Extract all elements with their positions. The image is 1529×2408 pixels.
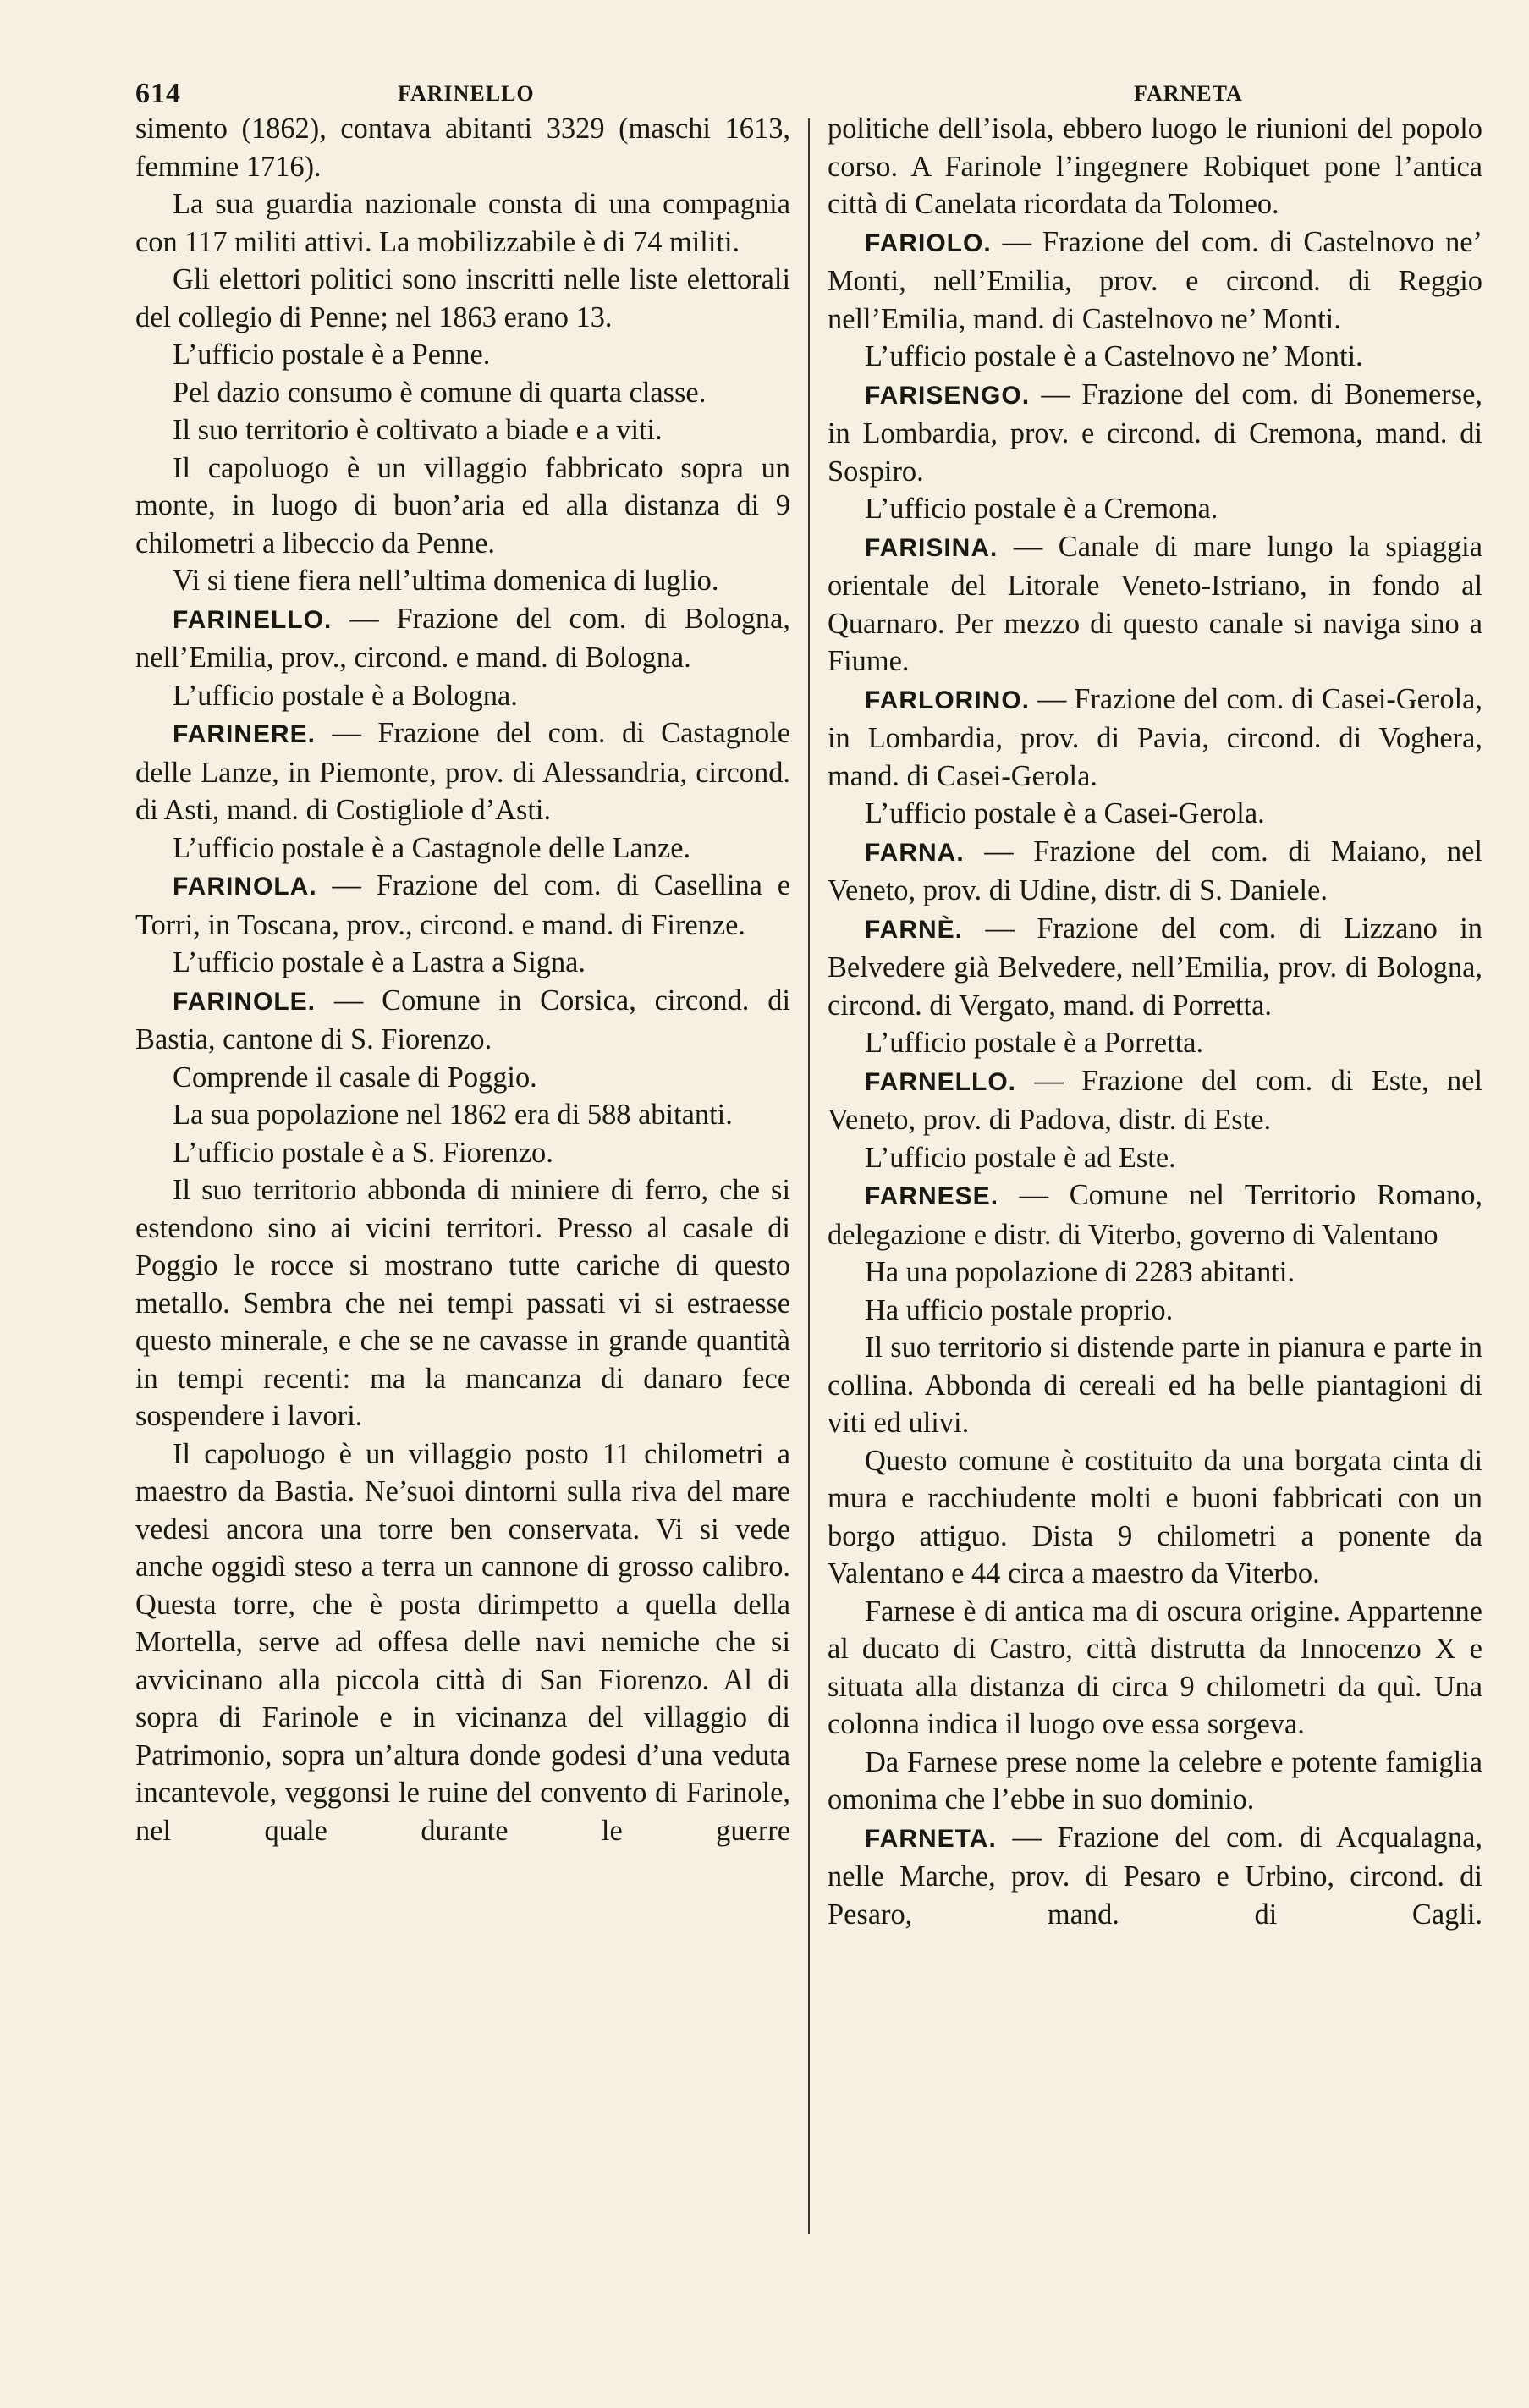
entry-headword: FARINOLA. [173, 873, 317, 901]
text-paragraph [135, 1096, 790, 1134]
entry-headword: FARINERE. [173, 720, 316, 748]
entry-headword: FARISENGO. [865, 381, 1031, 410]
page-number: 614 [135, 78, 181, 109]
entry-headword: FARINOLE. [173, 987, 316, 1016]
text-paragraph [135, 449, 790, 563]
entry-text: — Canale di mare lungo la spiaggia orientale del Litorale Veneto-Istriano, in fondo al Quarnaro. Per mezzo di questo canale si naviga sino a Fiume. [828, 530, 1482, 677]
entry-text: L’ufficio postale è a S. Fiorenzo. [173, 1136, 553, 1169]
entry-paragraph [828, 376, 1482, 491]
text-paragraph [135, 336, 790, 374]
entry-headword: FARISINA. [865, 533, 998, 562]
entry-text: simento (1862), contava abitanti 3329 (maschi 1613, femmine 1716). [135, 113, 790, 183]
entry-text: Gli elettori politici sono inscritti nelle liste elettorali del collegio di Penne; nel 1863 erano 13. [135, 263, 790, 333]
entry-text: — Frazione del com. di Casellina e Torri, in Toscana, prov., circond. e mand. di Firenze. [135, 869, 790, 941]
text-paragraph [135, 829, 790, 868]
text-paragraph [828, 490, 1482, 528]
text-paragraph [135, 1171, 790, 1435]
entry-text: Il capoluogo è un villaggio posto 11 chilometri a maestro da Bastia. Ne’suoi dintorni sulla riva del mare vedesi ancora una torre ben conservata. Vi si vede anche oggidì steso a terra un cannone di grosso calibro. Questa torre, che è posta dirimpetto a quella della Mortella, serve ad offesa delle navi nemiche che si avvicinano alla piccola città di San Fiorenzo. Al di sopra di Farinole e in vicinanza del villaggio di Patrimonio, sopra un’altura donde godesi d’una veduta incantevole, veggonsi le ruine del convento di Farinole, nel quale durante le guerre [135, 1437, 790, 1847]
entry-text: Il capoluogo è un villaggio fabbricato sopra un monte, in luogo di buon’aria ed alla distanza di 9 chilometri a libeccio da Penne. [135, 451, 790, 559]
entry-headword: FARIOLO. [865, 229, 992, 257]
entry-text: Il suo territorio si distende parte in pianura e parte in collina. Abbonda di cereali ed ha belle piantagioni di viti ed ulivi. [828, 1331, 1482, 1439]
entry-text: La sua guardia nazionale consta di una compagnia con 117 militi attivi. La mobilizzabile è di 74 militi. [135, 188, 790, 258]
entry-text: Ha una popolazione di 2283 abitanti. [865, 1256, 1295, 1288]
entry-paragraph [135, 982, 790, 1059]
text-paragraph [828, 1139, 1482, 1177]
text-paragraph [828, 338, 1482, 376]
entry-text: — Frazione del com. di Lizzano in Belvedere già Belvedere, nell’Emilia, prov. di Bologna, circond. di Vergato, mand. di Porretta. [828, 912, 1482, 1022]
entry-text: — Frazione del com. di Casei-Gerola, in Lombardia, prov. di Pavia, circond. di Voghera, mand. di Casei-Gerola. [828, 682, 1482, 792]
text-paragraph [135, 1059, 790, 1097]
entry-text: Il suo territorio abbonda di miniere di ferro, che si estendono sino ai vicini territori. Presso al casale di Poggio le rocce si mostrano tutte cariche di questo metallo. Sembra che nei tempi passati vi si estraesse questo minerale, e che se ne cavasse in grande quantità in tempi recenti: ma la mancanza di danaro fece sospendere i lavori. [135, 1174, 790, 1432]
entry-headword: FARINELLO. [173, 605, 333, 634]
entry-text: Questo comune è costituito da una borgata cinta di mura e racchiudente molti e buoni fabbricati con un borgo attiguo. Dista 9 chilometri a ponente da Valentano e 44 circa a maestro da Viterbo. [828, 1444, 1482, 1590]
entry-headword: FARNELLO. [865, 1067, 1016, 1096]
entry-paragraph [828, 1176, 1482, 1254]
entry-text: L’ufficio postale è a Porretta. [865, 1027, 1204, 1059]
text-paragraph [135, 185, 790, 261]
entry-text: L’ufficio postale è a Casei-Gerola. [865, 797, 1265, 829]
entry-paragraph [135, 714, 790, 829]
entry-paragraph [135, 867, 790, 944]
left-running-head: FARINELLO [398, 81, 535, 106]
entry-paragraph [828, 223, 1482, 339]
entry-text: Comprende il casale di Poggio. [173, 1061, 537, 1094]
entry-text: Il suo territorio è coltivato a biade e a viti. [173, 414, 663, 446]
text-paragraph [828, 795, 1482, 833]
entry-text: — Comune in Corsica, circond. di Bastia, cantone di S. Fiorenzo. [135, 984, 790, 1055]
entry-text: La sua popolazione nel 1862 era di 588 abitanti. [173, 1099, 733, 1131]
entry-text: L’ufficio postale è a Penne. [173, 339, 491, 371]
entry-text: Ha ufficio postale proprio. [865, 1293, 1174, 1326]
entry-text: — Comune nel Territorio Romano, delegazione e distr. di Viterbo, governo di Valentano [828, 1179, 1482, 1251]
text-paragraph [135, 677, 790, 715]
entry-headword: FARNÈ. [865, 915, 964, 944]
text-paragraph [828, 1024, 1482, 1062]
entry-text: — Frazione del com. di Este, nel Veneto, prov. di Padova, distr. di Este. [828, 1064, 1482, 1136]
right-column [828, 110, 1482, 1933]
left-column [135, 110, 790, 1849]
entry-text: — Frazione del com. di Acqualagna, nelle Marche, prov. di Pesaro e Urbino, circond. di Pesaro, mand. di Cagli. [828, 1821, 1482, 1931]
entry-headword: FARNETA. [865, 1824, 997, 1853]
text-paragraph [828, 1329, 1482, 1442]
text-paragraph [135, 944, 790, 982]
entry-text: L’ufficio postale è a Castelnovo ne’ Monti. [865, 340, 1363, 372]
right-running-head: FARNETA [1134, 81, 1243, 106]
entry-text: — Frazione del com. di Maiano, nel Veneto, prov. di Udine, distr. di S. Daniele. [828, 835, 1482, 906]
text-paragraph [828, 1593, 1482, 1744]
entry-paragraph [135, 600, 790, 677]
entry-text: L’ufficio postale è a Lastra a Signa. [173, 946, 586, 978]
entry-paragraph [828, 681, 1482, 796]
entry-text: Vi si tiene fiera nell’ultima domenica di luglio. [173, 565, 719, 597]
entry-text: — Frazione del com. di Bonemerse, in Lombardia, prov. e circond. di Cremona, mand. di Sospiro. [828, 377, 1482, 488]
entry-text: — Frazione del com. di Castagnole delle Lanze, in Piemonte, prov. di Alessandria, circond. di Asti, mand. di Costigliole d’Asti. [135, 717, 790, 826]
entry-paragraph [828, 1819, 1482, 1934]
text-paragraph [828, 1254, 1482, 1292]
entry-headword: FARLORINO. [865, 686, 1030, 714]
column-divider [808, 118, 810, 2234]
text-paragraph [828, 1442, 1482, 1593]
entry-text: L’ufficio postale è ad Este. [865, 1141, 1176, 1174]
text-paragraph [135, 1435, 790, 1850]
text-paragraph [135, 261, 790, 336]
entry-paragraph [828, 910, 1482, 1025]
text-paragraph [828, 110, 1482, 223]
entry-headword: FARNESE. [865, 1182, 999, 1210]
entry-text: Pel dazio consumo è comune di quarta classe. [173, 376, 707, 409]
entry-paragraph [828, 528, 1482, 681]
text-paragraph [135, 374, 790, 412]
entry-text: L’ufficio postale è a Bologna. [173, 679, 518, 712]
entry-text: — Frazione del com. di Bologna, nell’Emilia, prov., circond. e mand. di Bologna. [135, 602, 790, 674]
entry-paragraph [828, 1062, 1482, 1139]
entry-text: politiche dell’isola, ebbero luogo le riunioni del popolo corso. A Farinole l’ingegnere Robiquet pone l’antica città di Canelata ricordata da Tolomeo. [828, 113, 1482, 220]
entry-text: L’ufficio postale è a Castagnole delle Lanze. [173, 831, 691, 864]
text-paragraph [135, 110, 790, 185]
entry-paragraph [828, 833, 1482, 910]
entry-text: Da Farnese prese nome la celebre e potente famiglia omonima che l’ebbe in suo dominio. [828, 1745, 1482, 1816]
entry-text: — Frazione del com. di Castelnovo ne’ Monti, nell’Emilia, prov. e circond. di Reggio nell’Emilia, mand. di Castelnovo ne’ Monti. [828, 225, 1482, 335]
text-paragraph [828, 1292, 1482, 1330]
text-paragraph [135, 411, 790, 449]
text-paragraph [135, 562, 790, 600]
entry-headword: FARNA. [865, 838, 965, 867]
text-paragraph [135, 1134, 790, 1172]
text-paragraph [828, 1744, 1482, 1819]
entry-text: Farnese è di antica ma di oscura origine. Appartenne al ducato di Castro, città distrutta da Innocenzo X e situata alla distanza di circa 9 chilometri da quì. Una colonna indica il luogo ove essa sorgeva. [828, 1595, 1482, 1740]
entry-text: L’ufficio postale è a Cremona. [865, 493, 1218, 525]
